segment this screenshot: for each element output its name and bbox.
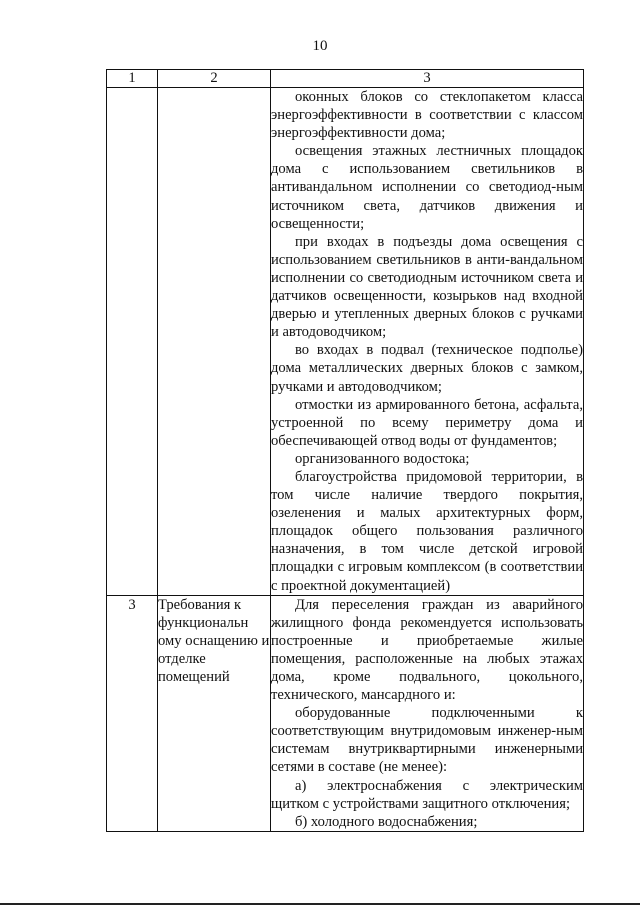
paragraph: во входах в подвал (техническое подполье) дома металлических дверных блоков с замком, ручками и автодоводчиком; — [271, 342, 583, 395]
paragraph: при входах в подъезды дома освещения с использованием светильников в анти-вандальном исполнении со светодиодным источником света и датчиков освещенности, козырьков над входной дверью и утепленных дверных блоков с ручками и автодоводчиком; — [271, 233, 583, 341]
column-header-3: 3 — [271, 70, 584, 88]
requirement-cell — [158, 88, 271, 596]
column-header-2: 2 — [158, 70, 271, 88]
requirement-cell — [158, 595, 271, 831]
page-bottom-edge — [0, 903, 640, 905]
paragraph: организованного водостока; — [295, 450, 470, 467]
paragraph: оборудованные подключенными к соответствующим внутридомовым инженер-ным системам внутриквартирными инженерными сетями в составе (не менее): — [271, 705, 583, 776]
paragraph: освещения этажных лестничных площадок дома с использованием светильников в антивандальном исполнении со светодиод-ным источником света, датчиков движения и освещенности; — [271, 143, 583, 232]
description-cell — [271, 595, 584, 831]
paragraph: Для переселения граждан из аварийного жилищного фонда рекомендуется использовать построенные и приобретаемые жилые помещения, расположенные на любых этажах дома, кроме подвального, цокольного, технического, мансардного и: — [271, 596, 583, 704]
table-header-row — [107, 70, 584, 88]
paragraph: благоустройства придомовой территории, в том числе наличие твердого покрытия, озеленения и малых архитектурных форм, площадок общего пользования различного назначения, в том числе детской игровой площадки с игровым комплексом (в соответствии с проектной документацией) — [271, 468, 583, 594]
paragraph: отмостки из армированного бетона, асфальта, устроенной по всему периметру дома и обеспечивающей отвод воды от фундаментов; — [271, 396, 583, 449]
row-number-cell — [107, 88, 158, 596]
column-header-1: 1 — [107, 70, 158, 88]
paragraph: б) холодного водоснабжения; — [295, 813, 478, 830]
page-number: 10 — [312, 38, 328, 54]
table-row-3 — [107, 595, 584, 831]
requirement-text: Требования к функциональн ому оснащению и отделке помещений — [158, 596, 270, 685]
paragraph: а) электроснабжения с электрическим щитком с устройствами защитного отключения; — [271, 777, 583, 812]
paragraph: оконных блоков со стеклопакетом класса энергоэффективности в соответствии с классом энергоэффективности дома; — [271, 89, 583, 142]
table-row-continued — [107, 88, 584, 596]
row-number-cell: 3 — [107, 595, 158, 831]
description-cell — [271, 88, 584, 596]
requirements-table — [106, 69, 584, 832]
